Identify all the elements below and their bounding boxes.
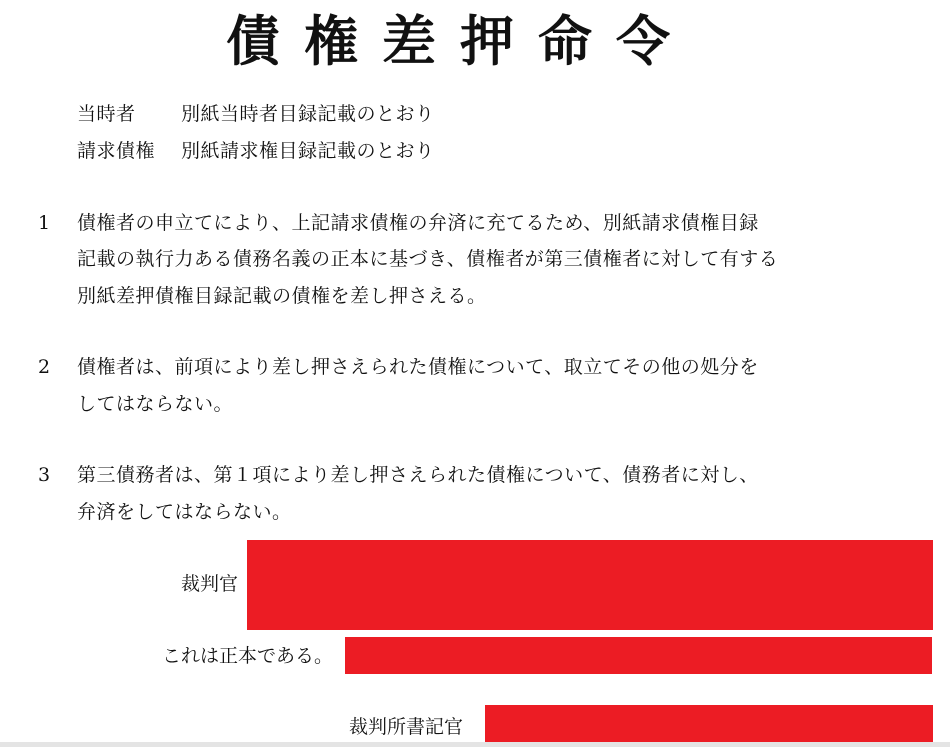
document-title: 債権差押命令	[226, 9, 694, 73]
party-row-parties	[77, 102, 435, 126]
judge-name-redaction	[247, 540, 933, 630]
clerk-name-redaction	[485, 705, 933, 742]
claim-label: 請求債権	[77, 140, 156, 162]
certified-copy-label: これは正本である。	[162, 645, 334, 667]
item-line: 記載の執行力ある債務名義の正本に基づき、債権者が第三債権者に対して有する	[77, 248, 779, 270]
claim-value: 別紙請求権目録記載のとおり	[181, 140, 435, 162]
item-line: 第三債務者は、第１項により差し押さえられた債権について、債務者に対し、	[77, 464, 759, 486]
item-line: 弁済をしてはならない。	[77, 501, 292, 523]
party-value: 別紙当時者目録記載のとおり	[181, 103, 435, 125]
item-number: 2	[38, 356, 51, 378]
item-line: 債権者の申立てにより、上記請求債権の弁済に充てるため、別紙請求債権目録	[77, 212, 759, 234]
item-line: 債権者は、前項により差し押さえられた債権について、取立てその他の処分を	[77, 356, 759, 378]
party-row-claim	[77, 139, 435, 163]
certified-copy-redaction	[345, 637, 932, 674]
item-line: してはならない。	[77, 393, 234, 415]
item-number: 3	[38, 464, 51, 486]
party-label: 当時者	[77, 103, 136, 125]
page-bottom-edge	[0, 742, 950, 747]
clerk-label: 裁判所書記官	[349, 716, 464, 738]
judge-label: 裁判官	[181, 573, 239, 595]
item-line: 別紙差押債権目録記載の債権を差し押さえる。	[77, 285, 487, 307]
item-number: 1	[38, 212, 51, 234]
